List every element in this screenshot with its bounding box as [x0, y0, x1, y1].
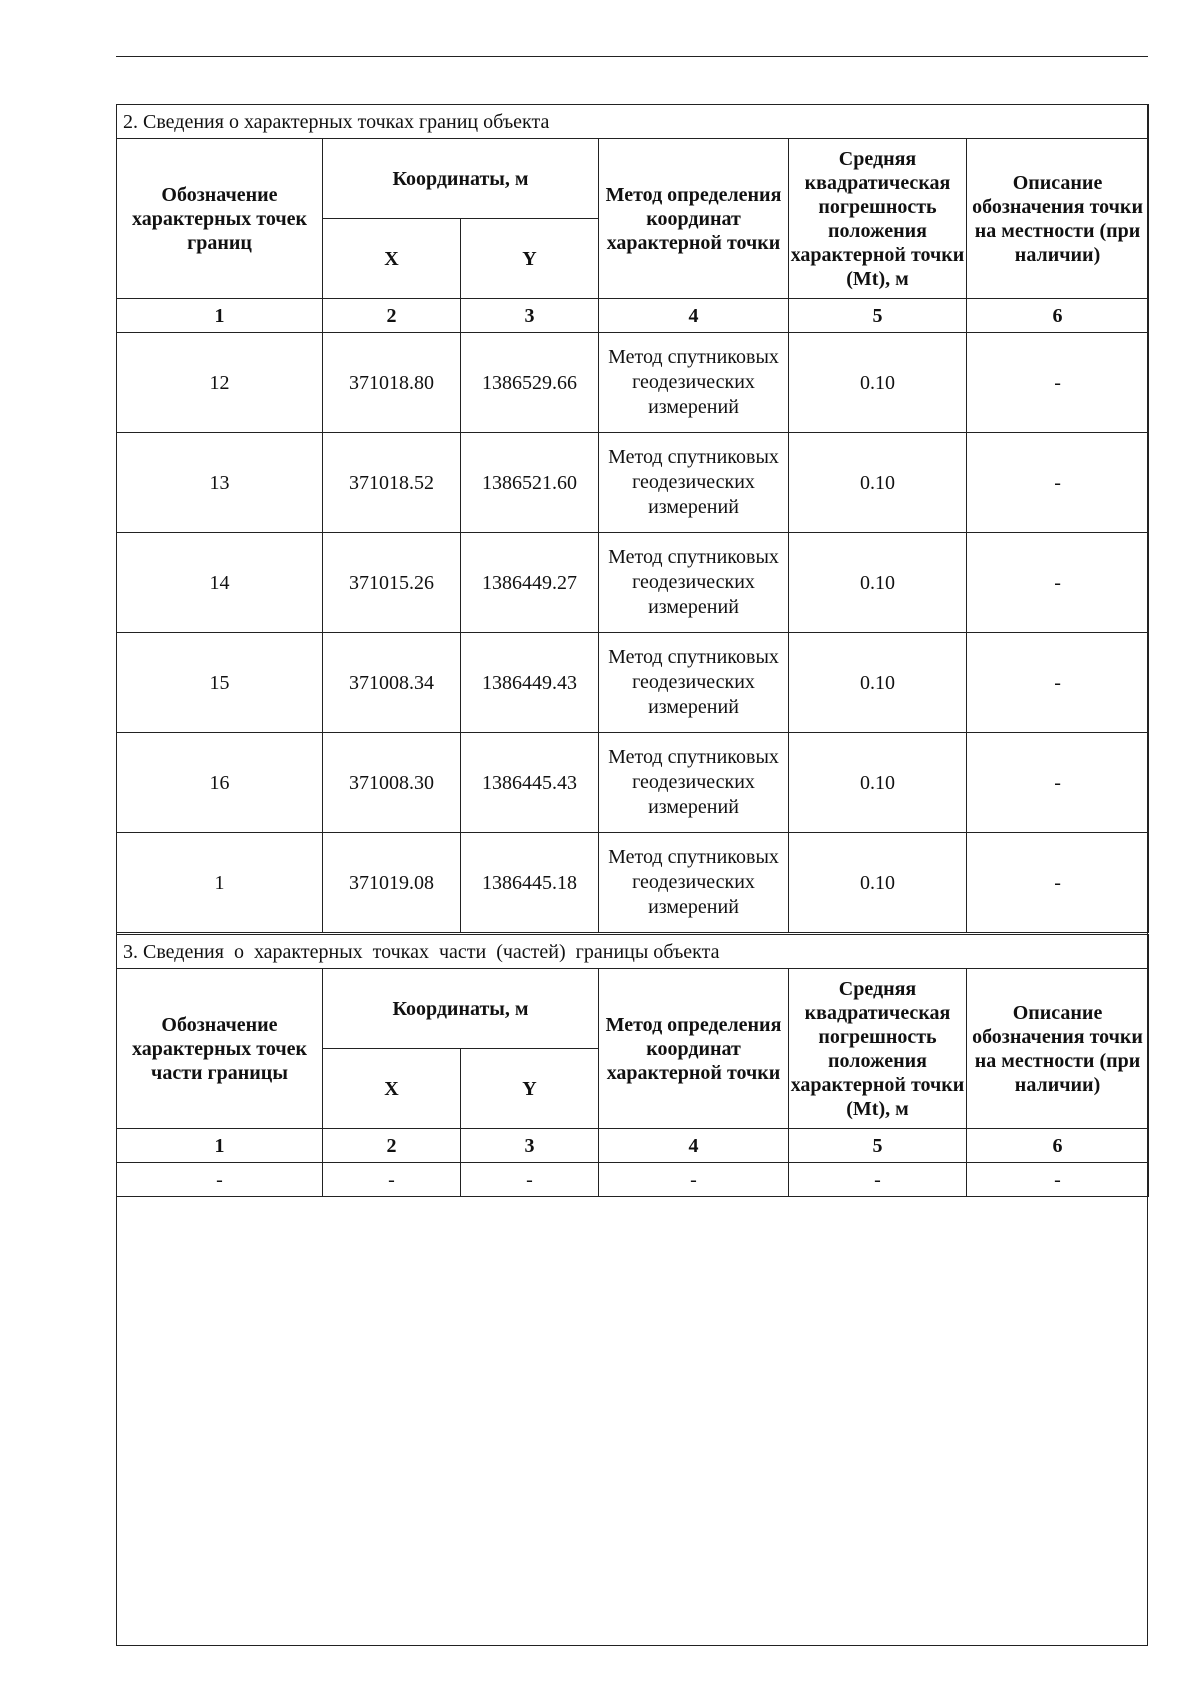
- header-y: Y: [461, 1049, 599, 1129]
- boundary-part-points-table: [116, 934, 1149, 1197]
- header-designation: Обозначение характерных точек границ: [117, 139, 323, 299]
- section-2-caption: 2. Сведения о характерных точках границ объекта: [117, 105, 1149, 139]
- coordinate-x: -: [323, 1163, 461, 1197]
- column-number: 2: [323, 299, 461, 333]
- coordinate-x: 371008.30: [323, 733, 461, 833]
- mt-error: 0.10: [789, 733, 967, 833]
- point-number: 14: [117, 533, 323, 633]
- point-description: -: [967, 833, 1149, 933]
- column-number: 4: [599, 299, 789, 333]
- header-x: X: [323, 219, 461, 299]
- column-number: 5: [789, 299, 967, 333]
- point-number: 16: [117, 733, 323, 833]
- method: -: [599, 1163, 789, 1197]
- point-description: -: [967, 433, 1149, 533]
- header-x: X: [323, 1049, 461, 1129]
- mt-error: -: [789, 1163, 967, 1197]
- coordinate-y: 1386449.43: [461, 633, 599, 733]
- table-row: [117, 833, 1149, 933]
- method-text: Метод спутниковых геодезических измерений: [608, 546, 779, 618]
- coordinate-y: 1386521.60: [461, 433, 599, 533]
- top-rule: [116, 56, 1148, 57]
- point-description: -: [967, 633, 1149, 733]
- header-designation: Обозначение характерных точек части границы: [117, 969, 323, 1129]
- table-row: [117, 333, 1149, 433]
- method: [599, 633, 789, 733]
- point-number: 12: [117, 333, 323, 433]
- coordinate-x: 371018.80: [323, 333, 461, 433]
- method: [599, 433, 789, 533]
- coordinate-y: 1386449.27: [461, 533, 599, 633]
- point-number: 1: [117, 833, 323, 933]
- method: [599, 733, 789, 833]
- header-method: Метод определения координат характерной точки: [599, 969, 789, 1129]
- point-number: 15: [117, 633, 323, 733]
- coordinate-y: 1386445.43: [461, 733, 599, 833]
- mt-error: 0.10: [789, 333, 967, 433]
- method: [599, 533, 789, 633]
- column-number: 6: [967, 1129, 1149, 1163]
- method-text: Метод спутниковых геодезических измерений: [608, 746, 779, 818]
- section-3-caption: 3. Сведения о характерных точках части (частей) границы объекта: [117, 935, 1149, 969]
- mt-error: 0.10: [789, 633, 967, 733]
- method-text: Метод спутниковых геодезических измерений: [608, 646, 779, 718]
- method-text: Метод спутниковых геодезических измерений: [608, 846, 779, 918]
- header-coordinates: Координаты, м: [323, 139, 599, 219]
- method: [599, 833, 789, 933]
- column-number: 3: [461, 1129, 599, 1163]
- point-description: -: [967, 533, 1149, 633]
- table-row: [117, 433, 1149, 533]
- point-description: -: [967, 333, 1149, 433]
- header-description: Описание обозначения точки на местности (при наличии): [967, 969, 1149, 1129]
- coordinate-x: 371019.08: [323, 833, 461, 933]
- coordinate-x: 371018.52: [323, 433, 461, 533]
- header-error: Средняя квадратическая погрешность положения характерной точки (Mt), м: [789, 969, 967, 1129]
- column-number: 3: [461, 299, 599, 333]
- point-description: -: [967, 733, 1149, 833]
- method: [599, 333, 789, 433]
- column-number: 2: [323, 1129, 461, 1163]
- mt-error: 0.10: [789, 833, 967, 933]
- column-number: 1: [117, 299, 323, 333]
- coordinate-y: 1386529.66: [461, 333, 599, 433]
- column-number-row: [117, 299, 1149, 333]
- point-number: -: [117, 1163, 323, 1197]
- mt-error: 0.10: [789, 433, 967, 533]
- table-row: [117, 733, 1149, 833]
- coordinate-y: 1386445.18: [461, 833, 599, 933]
- mt-error: 0.10: [789, 533, 967, 633]
- table-row: [117, 533, 1149, 633]
- column-number-row: [117, 1129, 1149, 1163]
- header-y: Y: [461, 219, 599, 299]
- coordinate-x: 371015.26: [323, 533, 461, 633]
- coordinate-y: -: [461, 1163, 599, 1197]
- coordinate-x: 371008.34: [323, 633, 461, 733]
- header-description: Описание обозначения точки на местности (при наличии): [967, 139, 1149, 299]
- header-error: Средняя квадратическая погрешность положения характерной точки (Mt), м: [789, 139, 967, 299]
- header-method: Метод определения координат характерной точки: [599, 139, 789, 299]
- column-number: 5: [789, 1129, 967, 1163]
- header-coordinates: Координаты, м: [323, 969, 599, 1049]
- method-text: Метод спутниковых геодезических измерений: [608, 446, 779, 518]
- column-number: 4: [599, 1129, 789, 1163]
- column-number: 6: [967, 299, 1149, 333]
- column-number: 1: [117, 1129, 323, 1163]
- point-description: -: [967, 1163, 1149, 1197]
- table-row: [117, 1163, 1149, 1197]
- point-number: 13: [117, 433, 323, 533]
- table-row: [117, 633, 1149, 733]
- boundary-points-table: [116, 104, 1149, 933]
- method-text: Метод спутниковых геодезических измерений: [608, 346, 779, 418]
